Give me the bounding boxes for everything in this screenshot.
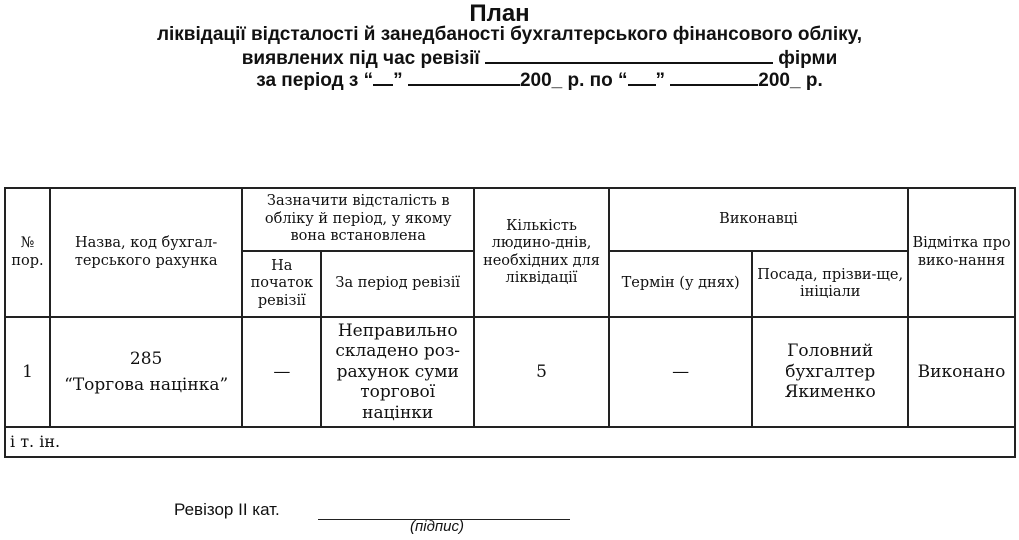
liquidation-plan-table xyxy=(4,187,1016,458)
day-blank-to xyxy=(628,84,656,86)
header-man-days: Кількість людино-днів, необхідних для ліквідації xyxy=(474,188,609,317)
revision-prefix: виявлених під час ревізії xyxy=(241,48,480,69)
month-blank-to xyxy=(670,84,758,86)
revision-suffix: фірми xyxy=(778,48,838,69)
cell-at-start: — xyxy=(242,317,321,427)
header-line-revision xyxy=(30,48,1019,70)
header-line-period xyxy=(30,70,1019,92)
cell-completion-mark: Виконано xyxy=(908,317,1015,427)
account-code: 285 xyxy=(129,348,163,369)
period-year-end: 200_ р. xyxy=(758,70,823,91)
document-title: План xyxy=(469,0,530,27)
cell-term: — xyxy=(609,317,753,427)
month-blank-from xyxy=(408,84,520,86)
signature-note: (підпис) xyxy=(410,518,464,535)
header-during-period: За період ревізії xyxy=(321,251,474,317)
cell-position: Головний бухгалтер Якименко xyxy=(752,317,908,427)
account-name: “Торгова націнка” xyxy=(64,375,229,395)
etc-row: і т. ін. xyxy=(5,427,1015,457)
header-account-name: Назва, код бухгал-терського рахунка xyxy=(50,188,242,317)
table-row xyxy=(5,317,1015,427)
cell-man-days: 5 xyxy=(474,317,609,427)
period-quote-close-1: ” xyxy=(393,70,408,91)
header-position: Посада, прізви-ще, ініціали xyxy=(752,251,908,317)
header-executors: Виконавці xyxy=(609,188,908,251)
auditor-label: Ревізор II кат. xyxy=(174,500,280,519)
header-number: № пор. xyxy=(5,188,50,317)
day-blank-from xyxy=(373,84,393,86)
cell-account xyxy=(50,317,242,427)
period-from-text: за період з “ xyxy=(256,70,374,91)
period-to-text: 200_ р. по “ xyxy=(519,70,628,91)
document-subtitle: ліквідації відсталості й занедбаності бухгалтерського фінансового обліку, xyxy=(156,24,863,45)
cell-number: 1 xyxy=(5,317,50,427)
header-lag-group: Зазначити відсталість в обліку й період, у якому вона встановлена xyxy=(242,188,474,251)
period-quote-close-2: ” xyxy=(655,70,671,91)
firm-blank-line xyxy=(485,62,773,64)
header-term: Термін (у днях) xyxy=(609,251,753,317)
header-completion-mark: Відмітка про вико-нання xyxy=(908,188,1015,317)
cell-during-period: Неправильно складено роз-рахунок суми торгової націнки xyxy=(321,317,474,427)
header-at-start: На початок ревізії xyxy=(242,251,321,317)
